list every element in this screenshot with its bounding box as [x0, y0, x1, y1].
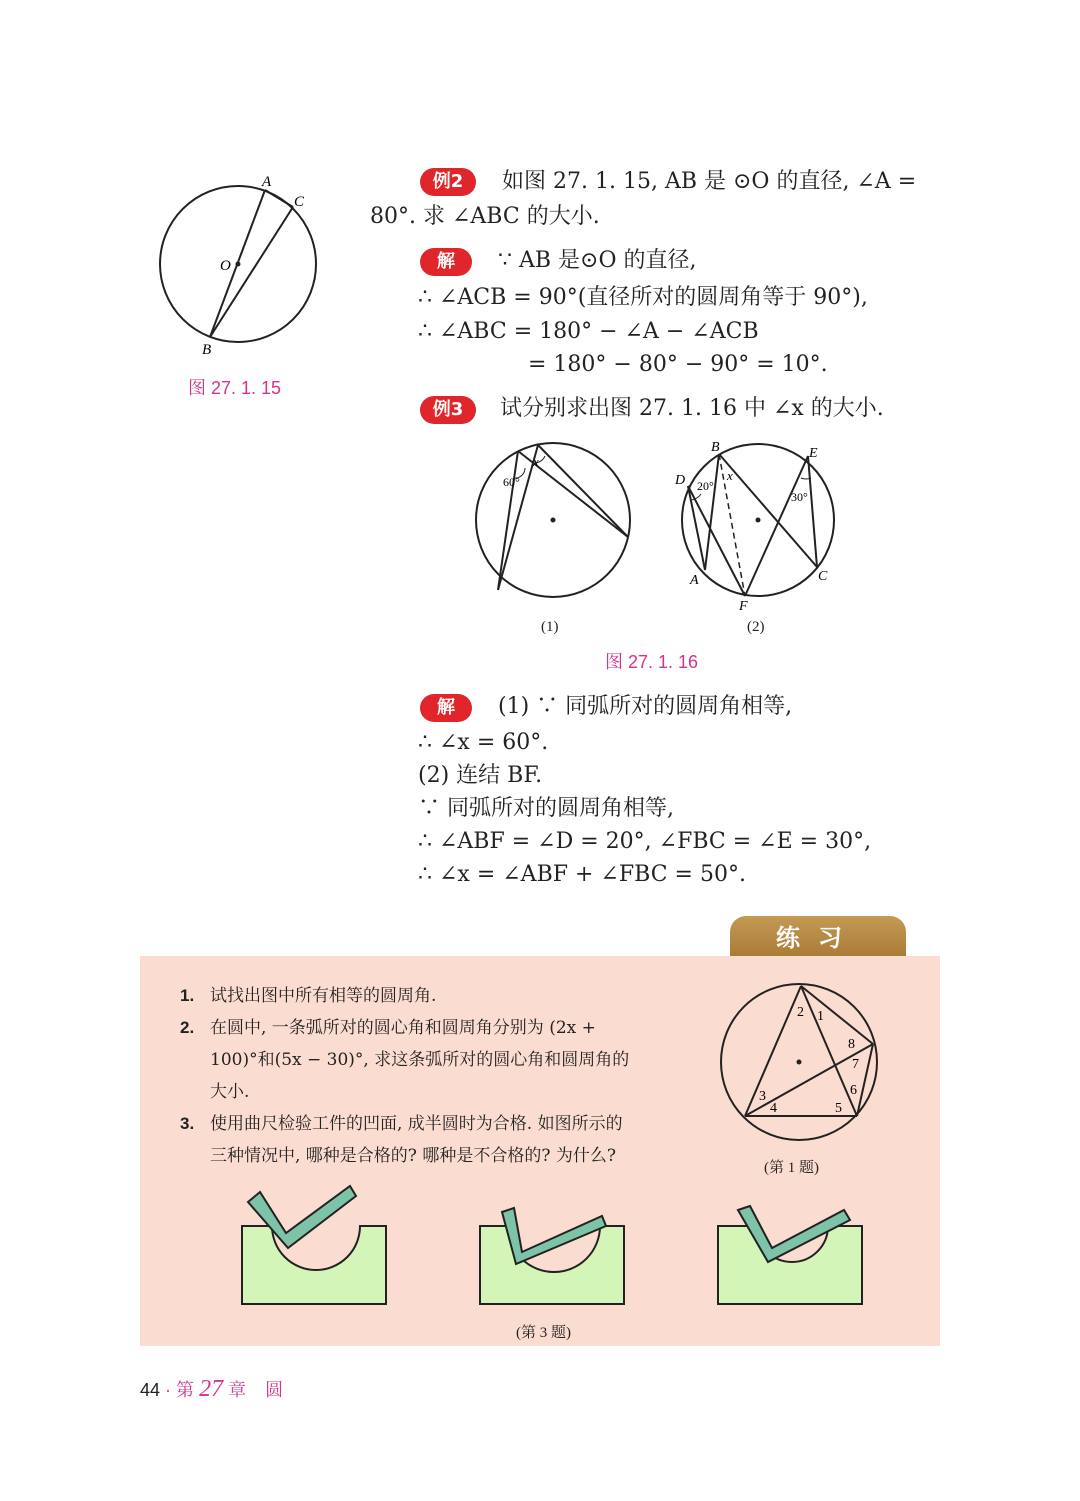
label-E: E: [809, 446, 818, 461]
ex1-angle-1: 1: [817, 1009, 824, 1024]
label-B: B: [202, 342, 212, 358]
figure-caption-27-1-15: 图 27. 1. 15: [188, 378, 282, 398]
exercise-1-figure: [715, 982, 885, 1142]
solution-1-badge: 解: [420, 248, 472, 276]
exercise-2-text-line-3: 大小.: [210, 1082, 250, 1102]
example-3-badge: 例3: [420, 396, 476, 424]
example-3-text-line-1: 试分别求出图 27. 1. 16 中 ∠x 的大小.: [500, 396, 884, 421]
solution-2-badge: 解: [420, 694, 472, 722]
solution-2-line-4: ∵ 同弧所对的圆周角相等,: [418, 796, 674, 821]
figure-27-1-15: [150, 170, 330, 360]
exercise-1-figure-caption: (第 1 题): [764, 1160, 819, 1176]
exercise-3-number: 3.: [180, 1114, 195, 1133]
label-C2: C: [818, 569, 828, 584]
figure-caption-27-1-16: 图 27. 1. 16: [605, 652, 699, 672]
exercise-3-text-line-1: 使用曲尺检验工件的凹面, 成半圆时为合格. 如图所示的: [210, 1114, 623, 1134]
exercise-3-text-line-2: 三种情况中, 哪种是合格的? 哪种是不合格的? 为什么?: [210, 1146, 616, 1166]
example-2-text-line-2: 80°. 求 ∠ABC 的大小.: [370, 204, 600, 229]
exercise-2-text-line-1: 在圆中, 一条弧所对的圆心角和圆周角分别为 (2x +: [210, 1018, 596, 1038]
ex1-angle-7: 7: [852, 1057, 859, 1072]
solution-1-line-2: ∴ ∠ACB = 90°(直径所对的圆周角等于 90°),: [418, 285, 868, 310]
example-2-badge: 例2: [420, 168, 476, 196]
exercise-3-workpiece-2: [474, 1178, 634, 1308]
angle-x-label: x: [533, 454, 539, 469]
ex1-angle-5: 5: [835, 1101, 842, 1116]
angle-30-label: 30°: [791, 490, 808, 504]
figure-27-1-16-part-2: [665, 436, 845, 616]
solution-2-line-3: (2) 连结 BF.: [418, 763, 543, 788]
solution-1-line-1: ∵ AB 是⊙O 的直径,: [498, 248, 697, 273]
exercise-3-workpiece-1: [236, 1178, 396, 1308]
label-B2: B: [711, 440, 720, 455]
ex1-angle-3: 3: [759, 1089, 766, 1104]
exercise-1-number: 1.: [180, 986, 195, 1005]
ex1-angle-8: 8: [848, 1037, 855, 1052]
solution-2-line-5: ∴ ∠ABF = ∠D = 20°, ∠FBC = ∠E = 30°,: [418, 829, 872, 854]
exercise-1-text: 试找出图中所有相等的圆周角.: [210, 986, 437, 1006]
page-number: 44: [140, 1380, 161, 1400]
label-A: A: [262, 174, 272, 190]
label-D: D: [675, 473, 686, 488]
exercise-tab: 练习: [730, 916, 906, 958]
chapter-number: 27: [199, 1376, 224, 1402]
label-C: C: [294, 194, 305, 210]
ex1-angle-4: 4: [770, 1101, 777, 1116]
label-F: F: [739, 599, 748, 614]
solution-1-line-4: = 180° − 80° − 90° = 10°.: [528, 352, 828, 377]
figure-27-1-16-sub-1: (1): [541, 619, 559, 635]
exercise-3-workpiece-3: [712, 1178, 872, 1308]
solution-2-line-6: ∴ ∠x = ∠ABF + ∠FBC = 50°.: [418, 862, 746, 887]
angle-x-label-2: x: [727, 468, 733, 483]
solution-1-line-3: ∴ ∠ABC = 180° − ∠A − ∠ACB: [418, 319, 759, 344]
solution-2-line-2: ∴ ∠x = 60°.: [418, 730, 549, 755]
solution-2-line-1: (1) ∵ 同弧所对的圆周角相等,: [498, 694, 793, 719]
ex1-angle-2: 2: [797, 1005, 804, 1020]
ex1-angle-6: 6: [850, 1083, 857, 1098]
figure-27-1-16-part-1: [470, 440, 635, 600]
exercise-3-figure-caption: (第 3 题): [516, 1325, 571, 1341]
chapter-title: 圆: [265, 1380, 284, 1400]
chapter-suffix: 章: [228, 1380, 247, 1400]
chapter-prefix: · 第: [165, 1380, 195, 1400]
angle-60-label: 60°: [503, 475, 520, 489]
page-footer: [140, 1376, 283, 1403]
exercise-2-number: 2.: [180, 1018, 195, 1037]
label-O: O: [220, 258, 231, 274]
example-2-text-line-1: 如图 27. 1. 15, AB 是 ⊙O 的直径, ∠A =: [502, 169, 917, 194]
label-A2: A: [690, 573, 699, 588]
angle-20-label: 20°: [697, 479, 714, 493]
figure-27-1-16-sub-2: (2): [747, 619, 765, 635]
exercise-2-text-line-2: 100)°和(5x − 30)°, 求这条弧所对的圆心角和圆周角的: [210, 1050, 630, 1070]
